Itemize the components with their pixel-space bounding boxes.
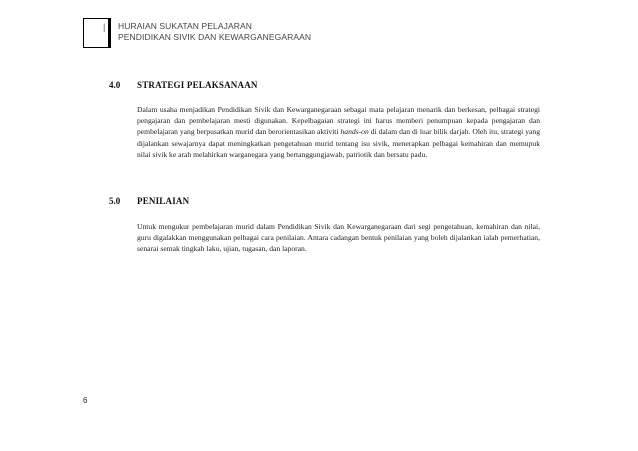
header-tick-mark: | <box>103 22 106 32</box>
running-header-line1: HURAIAN SUKATAN PELAJARAN <box>118 21 252 31</box>
page-number: 6 <box>83 396 88 405</box>
section-5-number: 5.0 <box>109 196 121 206</box>
section-4-text-emphasis: hands-on <box>340 127 369 137</box>
section-4-paragraph <box>137 104 540 160</box>
header-box-marker <box>83 18 111 48</box>
section-4-number: 4.0 <box>109 80 121 90</box>
section-5-paragraph: Untuk mengukur pembelajaran murid dalam Pendidikan Sivik dan Kewarganegaraan dari segi pengetahuan, kemahiran dan nilai, guru digalakkan menggunakan pelbagai cara penilaian. Antara cadangan bentuk penilaian yang boleh dijalankan ialah pemerhatian, senarai semak tingkah laku, ujian, tugasan, dan laporan. <box>137 222 540 254</box>
running-header <box>118 21 311 43</box>
section-4-text-part1: Dalam usaha menjadikan Pendidikan Sivik dan Kewarganegaraan sebagai mata pelajaran menarik dan berkesan, pelbagai strategi pengajaran dan pembelajaran mesti digunakan. Kepelbagaian strategi ini harus memberi penumpuan kepada pengajaran dan pembelajaran yang berpusatkan murid dan berorientasikan aktiviti <box>137 105 540 137</box>
running-header-line2: PENDIDIKAN SIVIK DAN KEWARGANEGARAAN <box>118 32 312 42</box>
section-4-title: STRATEGI PELAKSANAAN <box>137 80 258 90</box>
section-4-text-part2: di dalam dan di luar bilik darjah. Oleh itu, strategi yang dijalankan sewajarnya dapat meningkatkan pengetahuan murid tentang isu sivik, menerapkan pelbagai kemahiran dan memupuk nilai sivik ke arah melahirkan warganegara yang bertanggungjawab, patriotik dan bersatu padu. <box>137 127 541 159</box>
section-5-title: PENILAIAN <box>137 196 190 206</box>
